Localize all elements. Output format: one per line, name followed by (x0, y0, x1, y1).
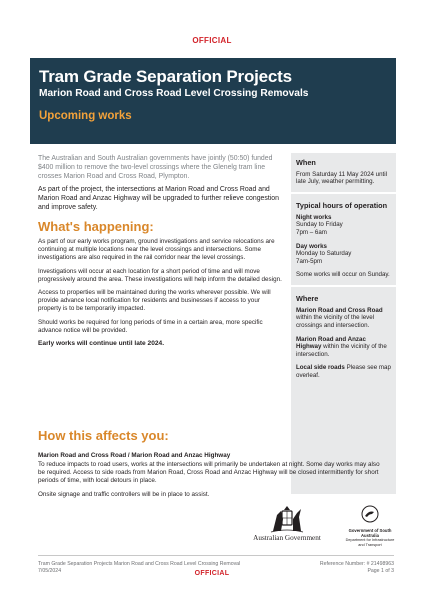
classification-header: OFFICIAL (192, 36, 232, 45)
document-tag: Upcoming works (39, 110, 132, 122)
main-column (38, 155, 284, 353)
affects-subheading: Marion Road and Cross Road / Marion Road and Anzac Highway (38, 452, 231, 459)
footer-date: 7/05/2024 (38, 568, 62, 574)
night-works-hours: 7pm – 6am (296, 228, 327, 236)
logo-strip (244, 505, 404, 550)
document-subtitle: Marion Road and Cross Road Level Crossing Removals (39, 88, 309, 99)
sa-department-name: Department for Infrastructure and Transport (345, 538, 395, 547)
day-works (296, 243, 391, 266)
piping-shrike-icon (361, 505, 379, 523)
where-item-bold: Marion Road and Cross Road (296, 306, 383, 314)
where-item-text: within the vicinity of the level crossings and intersection. (296, 314, 375, 329)
happening-closing: Early works will continue until late 2024. (38, 340, 165, 348)
australian-government-name: Australian Government (253, 534, 321, 542)
footer-page-number: Page 1 of 3 (367, 568, 394, 574)
happening-paragraph: Should works be required for long periods of time in a certain area, more specific advance notice will be provided. (38, 318, 263, 334)
affects-section (38, 428, 386, 504)
sunday-note: Some works will occur on Sunday. (296, 271, 390, 279)
where-item-bold: Marion Road and Anzac Highway (296, 335, 366, 351)
happening-paragraph: Access to properties will be maintained during the works wherever possible. We will provide advance local notification for residents and businesses if access to your property is to be temporarily impacted. (38, 289, 271, 313)
where-item (296, 364, 391, 379)
where-item (296, 336, 391, 359)
footer-reference: Reference Number: # 21498963 (319, 561, 394, 567)
sidebar-divider (291, 285, 396, 287)
where-item-text: within the vicinity of the intersection. (296, 343, 387, 358)
when-text: From Saturday 11 May 2024 until late July, weather permitting. (296, 170, 388, 186)
night-works-days: Sunday to Friday (296, 221, 343, 229)
coat-of-arms-icon (267, 505, 307, 533)
document-title: Tram Grade Separation Projects (39, 67, 292, 86)
hours-heading: Typical hours of operation (296, 200, 388, 210)
happening-heading: What's happening: (38, 218, 154, 234)
where-heading: Where (296, 293, 319, 303)
footer-doc-title: Tram Grade Separation Projects Marion Road and Cross Road Level Crossing Removal (38, 561, 241, 567)
title-banner (30, 58, 396, 144)
affects-paragraph: Onsite signage and traffic controllers will be in place to assist. (38, 490, 210, 498)
happening-paragraph: Investigations will occur at each location for a short period of time and will move progressively around the area. These investigations will help inform the detailed design. (38, 267, 282, 283)
night-works (296, 214, 391, 237)
where-item-bold: Local side roads (296, 364, 345, 372)
where-item (296, 307, 391, 330)
sidebar-divider (291, 192, 396, 194)
day-works-hours: 7am-5pm (296, 257, 323, 265)
day-works-label: Day works (296, 242, 327, 250)
footer-divider (38, 555, 394, 556)
when-heading: When (296, 158, 316, 167)
sa-government-name: Government of South Australia (348, 528, 392, 538)
australian-government-logo (244, 505, 330, 542)
happening-paragraph: As part of our early works program, ground investigations and service relocations are continuing at multiple locations near the level crossings and intersections. Some investigations are also required in the rail corridor near the level crossings. (38, 237, 275, 262)
south-australia-logo (342, 505, 398, 547)
intro-paragraph: As part of the project, the intersections at Marion Road and Cross Road and Marion Road and Anzac Highway will be upgraded to further relieve congestion and improve safety. (38, 186, 279, 211)
where-item-text: Please see map overleaf. (296, 364, 391, 379)
classification-footer: OFFICIAL (194, 570, 230, 577)
affects-paragraph: To reduce impacts to road users, works at the intersections will primarily be undertaken at night. Some day works may also be required. Access to side roads from Marion Road, Cross Road and Anzac Highway will be closed intermittently for short periods of time, with local detours in place. (38, 461, 380, 485)
intro-paragraph: The Australian and South Australian governments have jointly (50:50) funded $400 million to remove the two-level crossings where the Glenelg tram line crosses Marion Road and Cross Road, Plympton. (38, 155, 273, 180)
affects-heading: How this affects you: (38, 428, 169, 443)
night-works-label: Night works (296, 213, 332, 221)
day-works-days: Monday to Saturday (296, 250, 352, 258)
